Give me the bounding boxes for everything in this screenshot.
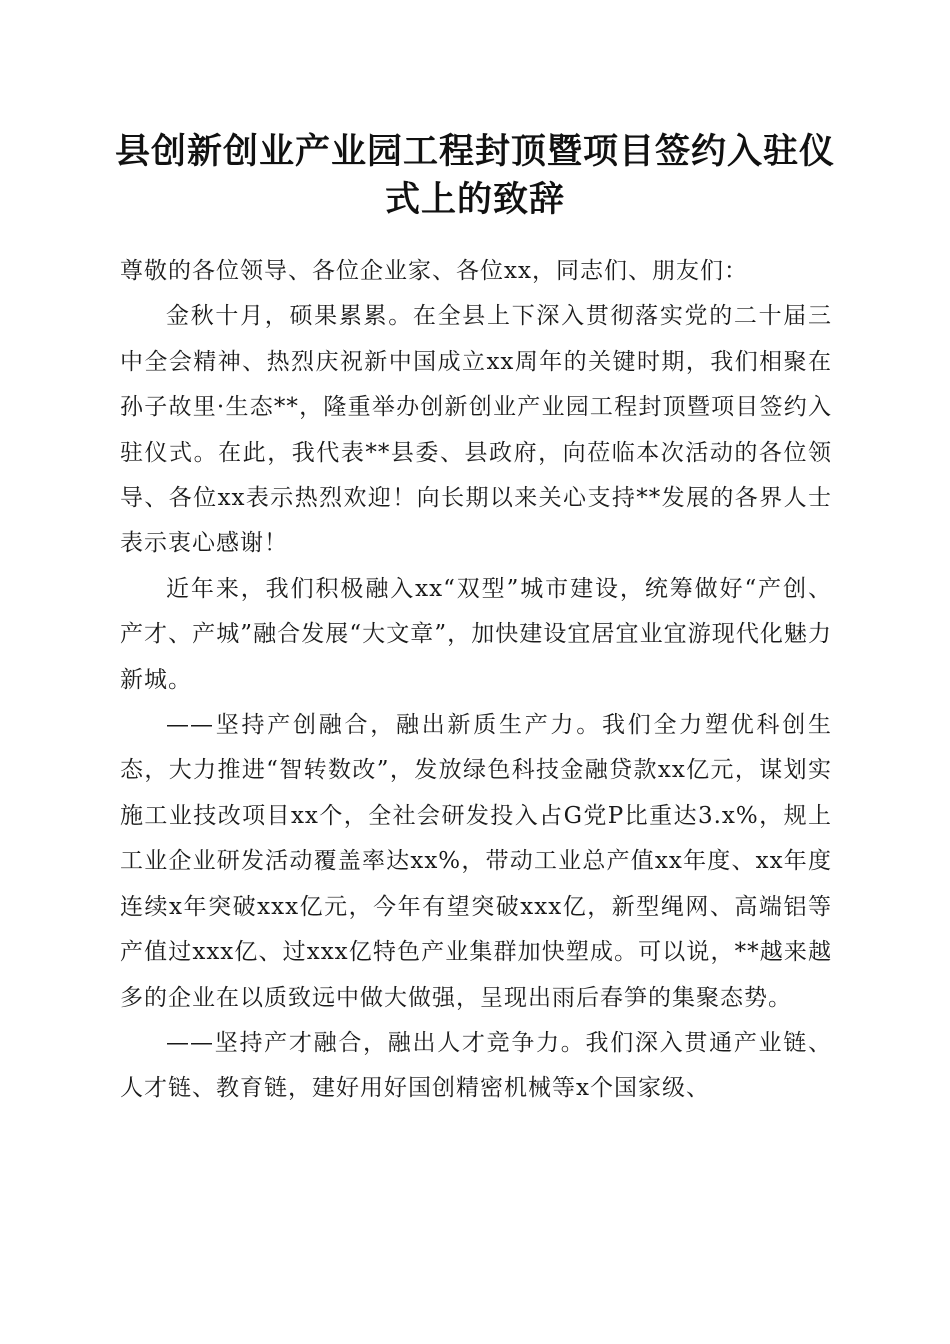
paragraph-overview: 近年来，我们积极融入xx“双型”城市建设，统筹做好“产创、产才、产城”融合发展“大文章”，加快建设宜居宜业宜游现代化魅力新城。	[120, 575, 832, 693]
document-title: 县创新创业产业园工程封顶暨项目签约入驻仪式上的致辞	[114, 131, 835, 220]
salutation: 尊敬的各位领导、各位企业家、各位xx，同志们、朋友们：	[120, 258, 748, 284]
paragraph-opening: 金秋十月，硕果累累。在全县上下深入贯彻落实党的二十届三中全会精神、热烈庆祝新中国成立xx周年的关键时期，我们相聚在孙子故里·生态**，隆重举办创新创业产业园工程封顶暨项目签约入驻仪式。在此，我代表**县委、县政府，向莅临本次活动的各位领导、各位xx表示热烈欢迎！向长期以来关心支持**发展的各界人士表示衷心感谢！	[120, 303, 832, 557]
document-body	[120, 249, 832, 1112]
paragraph-industry-innovation: ——坚持产创融合，融出新质生产力。我们全力塑优科创生态，大力推进“智转数改”，发放绿色科技金融贷款xx亿元，谋划实施工业技改项目xx个，全社会研发投入占G党P比重达3.x%，规上工业企业研发活动覆盖率达xx%，带动工业总产值xx年度、xx年度连续x年突破xxx亿元，今年有望突破xxx亿，新型绳网、高端铝等产值过xxx亿、过xxx亿特色产业集群加快塑成。可以说，**越来越多的企业在以质致远中做大做强，呈现出雨后春笋的集聚态势。	[120, 712, 832, 1011]
paragraph-industry-talent: ——坚持产才融合，融出人才竞争力。我们深入贯通产业链、人才链、教育链，建好用好国创精密机械等x个国家级、	[120, 1029, 832, 1102]
